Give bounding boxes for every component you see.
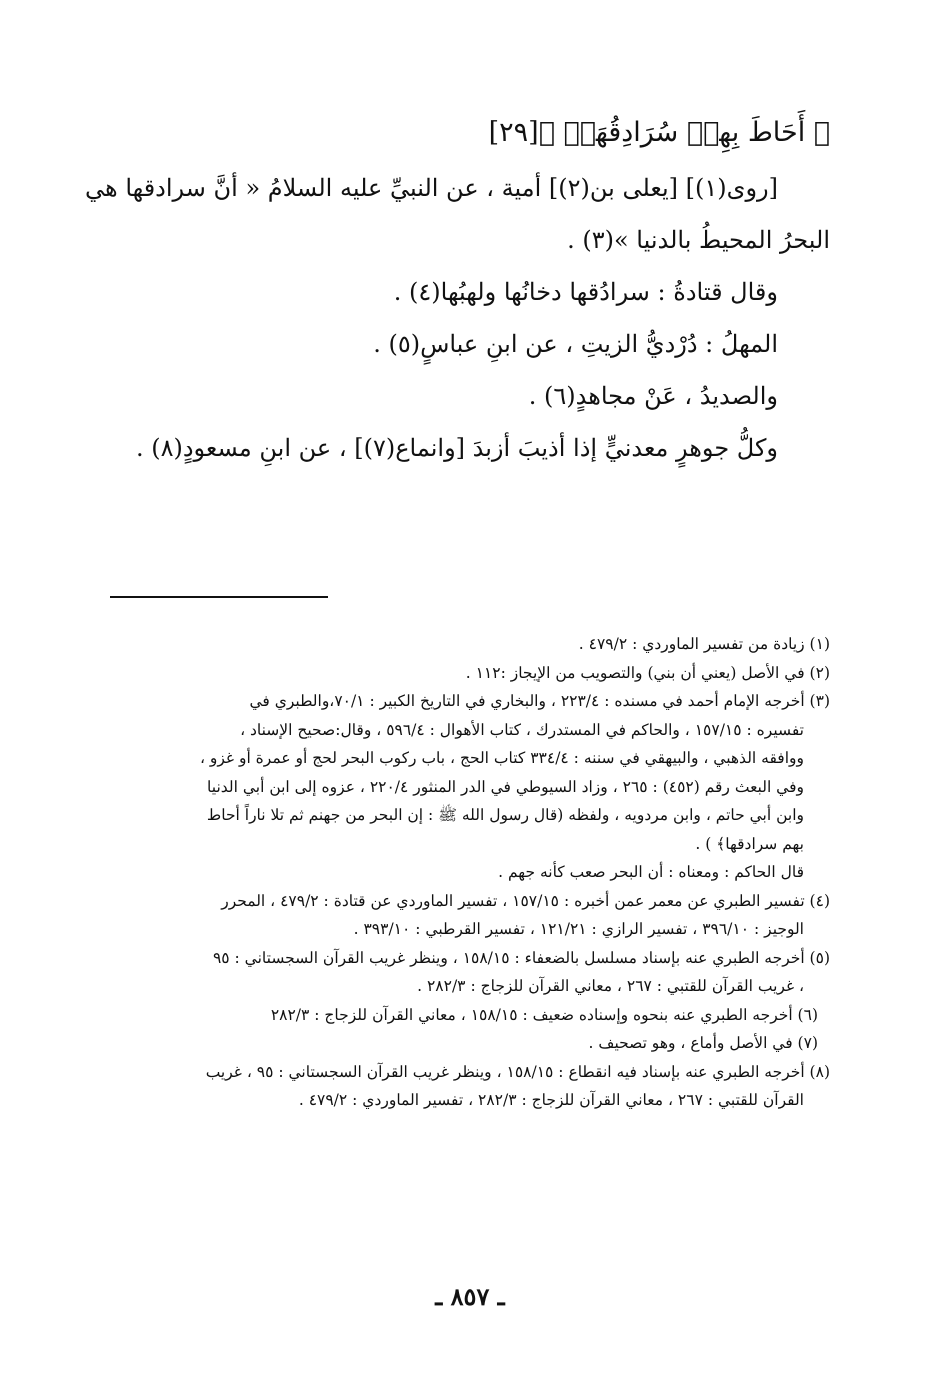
- body-line: البحرُ المحيطُ بالدنيا »(٣) .: [567, 226, 830, 254]
- footnote-line: (٢) في الأصل (يعني أن بني) والتصويب من الإيجاز :١١٢ .: [465, 663, 830, 682]
- footnote-line: ووافقه الذهبي ، والبيهقي في سننه : ٣٣٤/٤ كتاب الحج ، باب ركوب البحر لحج أو عمرة أو غزو ،: [199, 749, 804, 767]
- footnote-line: تفسيره : ١٥٧/١٥ ، والحاكم في المستدرك ، كتاب الأهوال : ٥٩٦/٤ ، وقال:صحيح الإسناد ،: [240, 720, 804, 739]
- footnote-line: (١) زيادة من تفسير الماوردي : ٤٧٩/٢ .: [578, 635, 830, 653]
- footnote-line: (٥) أخرجه الطبري عنه بإسناد مسلسل بالضعفاء : ١٥٨/١٥ ، وينظر غريب القرآن السجستاني : ٩٥: [212, 948, 830, 967]
- footnote-line: قال الحاكم : ومعناه : أن البحر صعب كأنه جهم .: [498, 863, 804, 881]
- footnote-line: ، غريب القرآن للقتبي : ٢٦٧ ، معاني القرآن للزجاج : ٢٨٢/٣ .: [417, 977, 804, 995]
- body-line: وقال قتادةُ : سرادُقها دخانُها ولهبُها(٤) .: [393, 278, 778, 306]
- footnote-line: وفي البعث رقم (٤٥٢) : ٢٦٥ ، وزاد السيوطي في الدر المنثور ٢٢٠/٤ ، عزوه إلى ابن أبي الدنيا: [207, 777, 804, 796]
- footnote-line: (٧) في الأصل وأماع ، وهو تصحيف .: [588, 1034, 818, 1052]
- quran-verse: ﴿ أَحَاطَ بِهِمۡ سُرَادِقُهَاۚ ﴾[٢٩]: [488, 117, 830, 148]
- body-line: المهلُ : دُرْديُّ الزيتِ ، عن ابنِ عباسٍ(٥) .: [373, 330, 778, 358]
- body-line: والصديدُ ، عَنْ مجاهدٍ(٦) .: [528, 382, 778, 410]
- footnote-line: وابن أبي حاتم ، وابن مردويه ، ولفظه (قال رسول الله ﷺ : إن البحر من جهنم ثم تلا ناراً أحاط: [206, 806, 804, 824]
- footnote-line: (٤) تفسير الطبري عن معمر عمن أخبره : ١٥٧/١٥ ، تفسير الماوردي عن قتادة : ٤٧٩/٢ ، المحرر: [221, 891, 830, 910]
- footnote-line: القرآن للقتبي : ٢٦٧ ، معاني القرآن للزجاج : ٢٨٢/٣ ، تفسير الماوردي : ٤٧٩/٢ .: [298, 1091, 804, 1109]
- body-line: وكلُّ جوهرٍ معدنيٍّ إذا أذيبَ أزبدَ [وانماع(٧)] ، عن ابنِ مسعودٍ(٨) .: [135, 434, 778, 462]
- footnotes: [110, 630, 830, 1115]
- footnote-line: الوجيز : ٣٩٦/١٠ ، تفسير الرازي : ١٢١/٢١ ، تفسير القرطبي : ٣٩٣/١٠ .: [353, 920, 804, 938]
- body-line: [روى(١)] [يعلى بن(٢)] أمية ، عن النبيِّ عليه السلامُ « أنَّ سرادقها هي: [85, 174, 778, 202]
- main-text: [85, 108, 830, 474]
- footnote-line: (٦) أخرجه الطبري عنه بنحوه وإسناده ضعيف : ١٥٨/١٥ ، معاني القرآن للزجاج : ٢٨٢/٣: [270, 1005, 818, 1024]
- footnote-line: بهم سرادقها﴾ ) .: [695, 834, 804, 853]
- footnote-separator: [110, 596, 328, 598]
- footnote-line: (٨) أخرجه الطبري عنه بإسناد فيه انقطاع : ١٥٨/١٥ ، وينظر غريب القرآن السجستاني : ٩٥ ، غريب: [205, 1062, 830, 1081]
- body-paragraphs: [85, 162, 830, 474]
- footnote-line: (٣) أخرجه الإمام أحمد في مسنده : ٢٢٣/٤ ، والبخاري في التاريخ الكبير : ٧٠/١،والطبري في: [249, 692, 830, 710]
- page-number: ـ ٨٥٧ ـ: [435, 1282, 505, 1311]
